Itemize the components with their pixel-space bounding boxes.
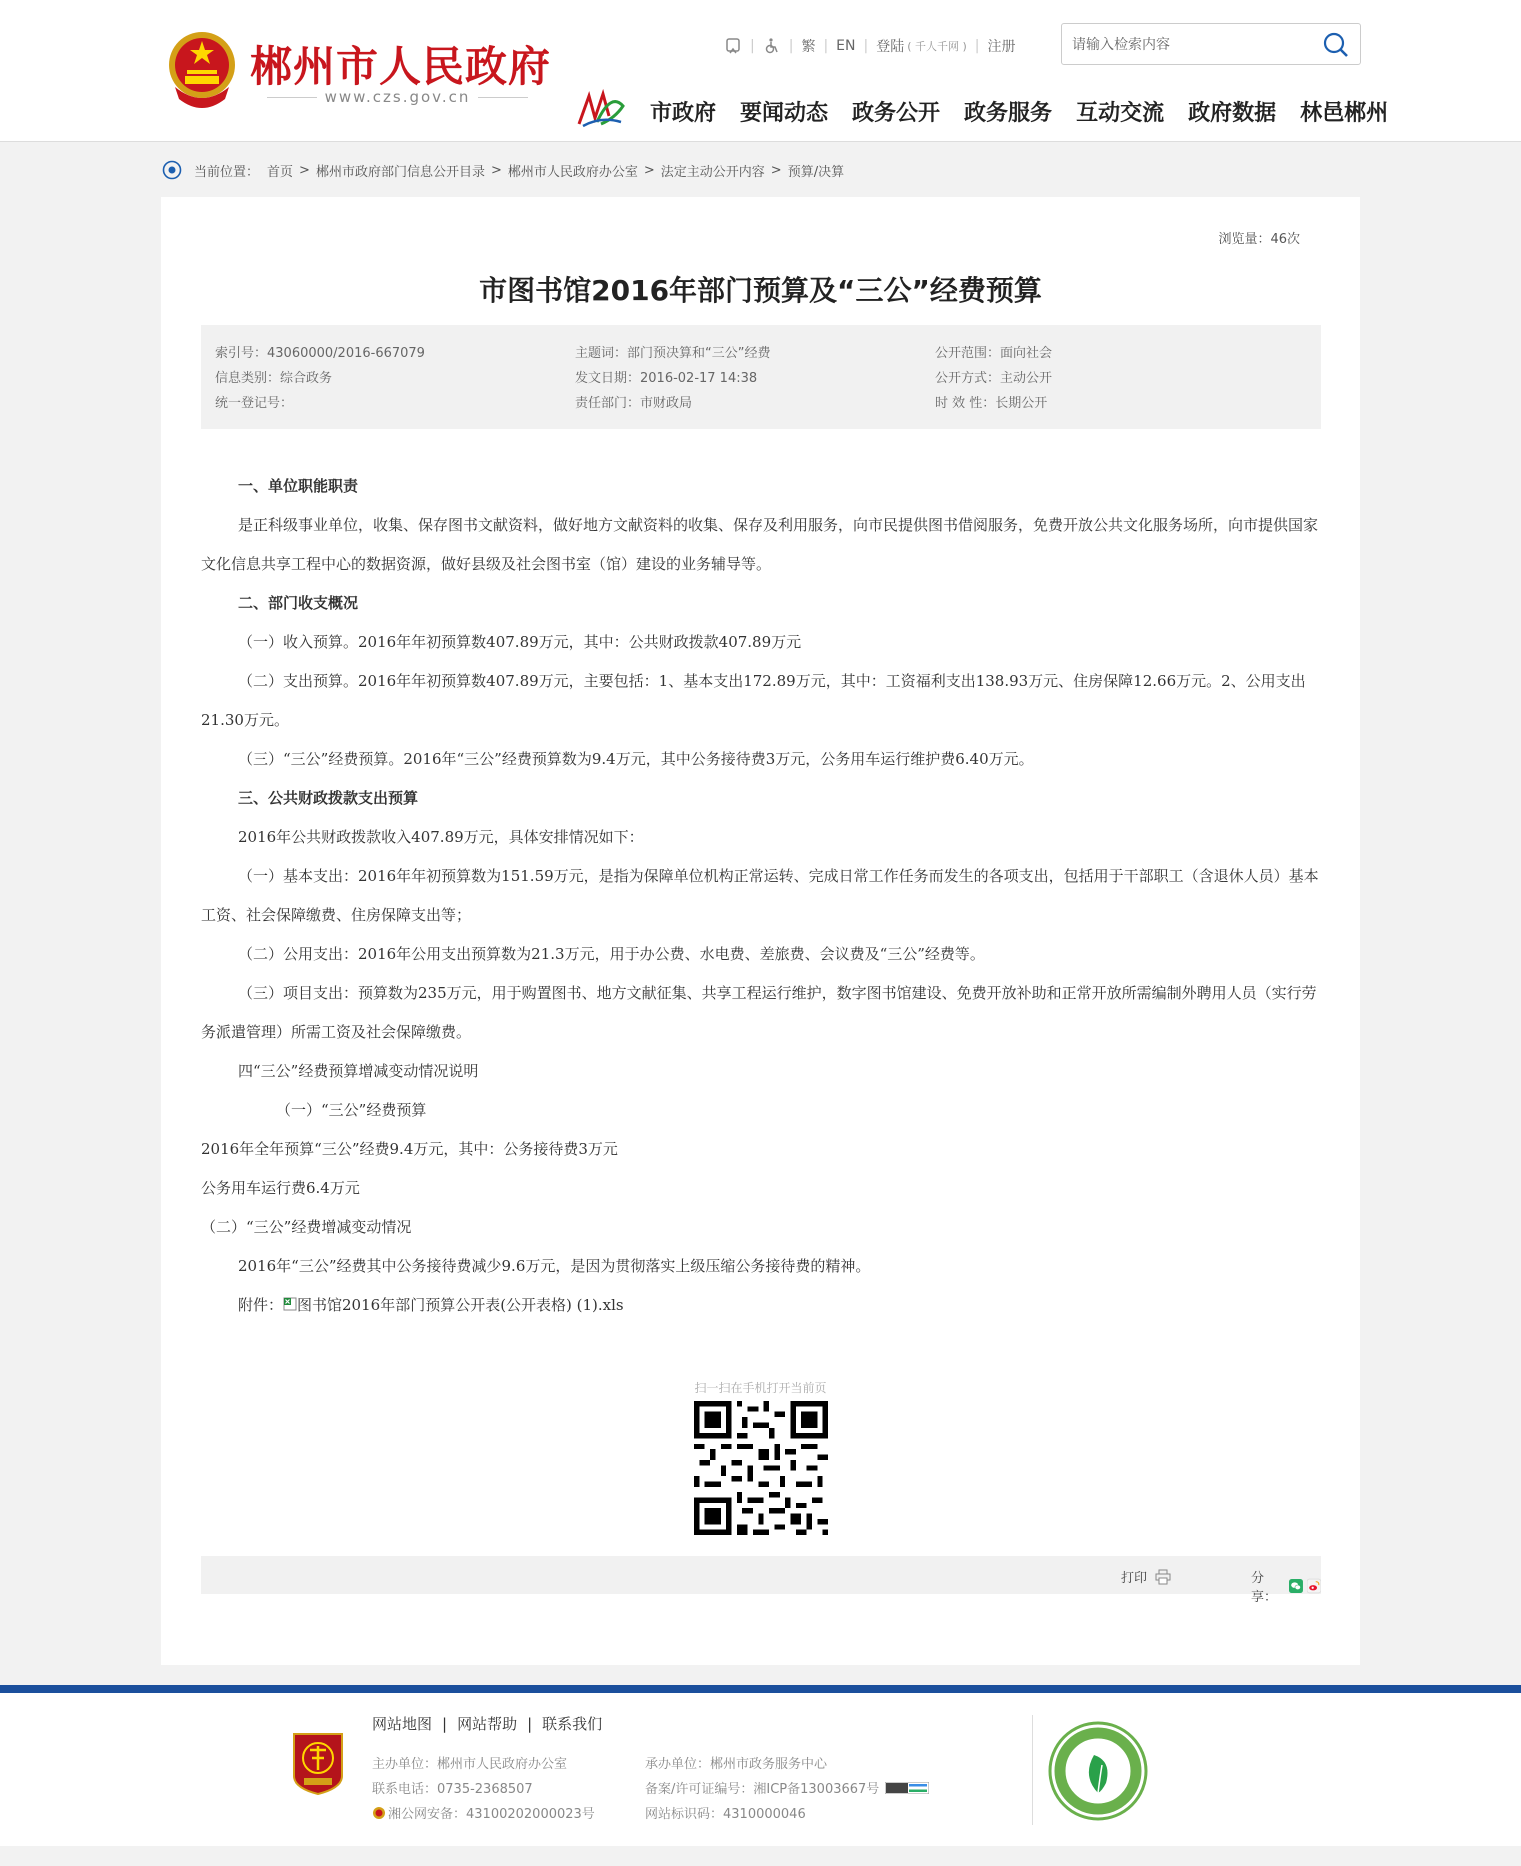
article-body — [201, 467, 1321, 1325]
paragraph: （一）收入预算。2016年年初预算数407.89万元，其中：公共财政拨款407.89万元 — [238, 633, 802, 651]
nav-item-news[interactable]: 要闻动态 — [740, 101, 829, 126]
breadcrumb-catalog[interactable]: 郴州市政府部门信息公开目录 — [315, 164, 485, 180]
meta-date: 发文日期：2016-02-17 14:38 — [575, 371, 758, 386]
qr-code — [694, 1401, 828, 1535]
footer-divider — [0, 1685, 1521, 1693]
footer-site-id: 网站标识码：4310000046 — [645, 1807, 806, 1822]
article-meta — [201, 325, 1321, 429]
view-count: 浏览量：46次 — [1218, 232, 1300, 247]
paragraph: （二）“三公”经费增减变动情况 — [201, 1218, 412, 1236]
site-url: www.czs.gov.cn — [250, 88, 545, 106]
footer-link-contact[interactable]: 联系我们 — [542, 1715, 603, 1733]
print-label: 打印 — [1121, 1571, 1148, 1586]
paragraph: （三）“三公”经费预算。2016年“三公”经费预算数为9.4万元，其中公务接待费3万元，公务用车运行维护费6.40万元。 — [238, 750, 1034, 768]
paragraph: 是正科级事业单位，收集、保存图书文献资料，做好地方文献资料的收集、保存及利用服务，向市民提供图书借阅服务，免费开放公共文化服务场所，向市提供国家文化信息共享工程中心的数据资源，做好县级及社会图书室（馆）建设的业务辅导等。 — [201, 516, 1319, 573]
nav-item-public-affairs[interactable]: 政务公开 — [852, 101, 941, 126]
nav-item-data[interactable]: 政府数据 — [1188, 101, 1277, 126]
paragraph: （一）“三公”经费预算 — [276, 1101, 427, 1119]
paragraph: （二）公用支出：2016年公用支出预算数为21.3万元，用于办公费、水电费、差旅费、会议费及“三公”经费等。 — [238, 945, 985, 963]
nav-item-linyi-chenzhou[interactable]: 林邑郴州 — [1300, 101, 1389, 126]
search-icon[interactable] — [1322, 31, 1350, 59]
party-government-badge-icon[interactable] — [290, 1730, 346, 1796]
footer-police-record — [372, 1803, 595, 1822]
meta-scope: 公开范围：面向社会 — [935, 346, 1053, 361]
footer-icp-text[interactable]: 备案/许可证编号：湘ICP备13003667号 — [645, 1782, 880, 1797]
nav-item-government[interactable]: 市政府 — [650, 101, 717, 126]
footer-sponsor: 主办单位：郴州市人民政府办公室 — [372, 1757, 568, 1772]
breadcrumb — [162, 160, 844, 180]
nav-item-interaction[interactable]: 互动交流 — [1076, 101, 1165, 126]
register-link[interactable]: 注册 — [987, 39, 1016, 55]
share-label: 分享： — [1251, 1571, 1278, 1605]
meta-category: 信息类别：综合政务 — [215, 371, 333, 386]
top-links: | | 繁 | EN | 登陆 ( 千人千网 ) | 注册 — [724, 36, 1016, 56]
footer-phone: 联系电话：0735-2368507 — [372, 1782, 533, 1797]
breadcrumb-label: 当前位置： — [194, 164, 260, 180]
footer-link-help[interactable]: 网站帮助 — [457, 1715, 518, 1733]
article-container — [161, 197, 1360, 1665]
meta-method: 公开方式：主动公开 — [935, 371, 1053, 386]
paragraph: 2016年“三公”经费其中公务接待费减少9.6万元，是因为贯彻落实上级压缩公务接待费的精神。 — [238, 1257, 871, 1275]
weibo-icon[interactable] — [1307, 1578, 1321, 1594]
civilization-badge-icon[interactable] — [1048, 1721, 1148, 1821]
site-footer — [0, 1693, 1521, 1846]
login-link[interactable]: 登陆 — [876, 39, 905, 55]
printer-icon — [1155, 1569, 1171, 1585]
breadcrumb-office[interactable]: 郴州市人民政府办公室 — [507, 164, 638, 180]
article-title: 市图书馆2016年部门预算及“三公”经费预算 — [479, 274, 1042, 307]
breadcrumb-statutory[interactable]: 法定主动公开内容 — [660, 164, 765, 180]
meta-index-no: 索引号：43060000/2016-667079 — [215, 346, 425, 361]
main-nav — [650, 96, 1388, 127]
nav-item-services[interactable]: 政务服务 — [964, 101, 1053, 126]
attachment-label: 附件： — [238, 1296, 284, 1314]
wechat-icon[interactable] — [1289, 1578, 1303, 1594]
cnzz-stat-icon[interactable] — [885, 1782, 929, 1794]
footer-links: 网站地图 | 网站帮助 | 联系我们 — [372, 1715, 603, 1733]
attachment — [201, 1286, 1321, 1325]
excel-file-icon — [283, 1297, 297, 1311]
footer-police-text[interactable]: 湘公网安备：43100202000023号 — [388, 1807, 595, 1822]
section-heading: 二、部门收支概况 — [238, 594, 359, 612]
qr-label: 扫一扫在手机打开当前页 — [694, 1381, 827, 1395]
meta-reg-no: 统一登记号： — [215, 396, 294, 411]
share-bar — [201, 1556, 1321, 1605]
login-note: ( 千人千网 ) — [907, 40, 967, 53]
meta-subject: 主题词：部门预决算和“三公”经费 — [575, 346, 771, 361]
search-box — [1061, 23, 1361, 65]
meta-dept: 责任部门：市财政局 — [575, 396, 693, 411]
site-header — [0, 0, 1521, 142]
paragraph: 公务用车运行费6.4万元 — [201, 1179, 360, 1197]
english-link[interactable]: EN — [836, 38, 856, 54]
accessibility-icon[interactable] — [724, 37, 742, 55]
breadcrumb-home[interactable]: 首页 — [267, 164, 294, 180]
site-title[interactable]: 郴州市人民政府 — [250, 42, 552, 91]
breadcrumb-separator: > — [490, 162, 502, 178]
city-logo-icon — [575, 88, 627, 130]
breadcrumb-separator: > — [643, 162, 655, 178]
footer-icp-record — [645, 1778, 929, 1797]
breadcrumb-separator: > — [299, 162, 310, 178]
section-heading: 三、公共财政拨款支出预算 — [238, 789, 419, 807]
share-group — [1251, 1567, 1321, 1605]
footer-link-sitemap[interactable]: 网站地图 — [372, 1715, 433, 1733]
paragraph: 2016年全年预算“三公”经费9.4万元，其中：公务接待费3万元 — [201, 1140, 618, 1158]
breadcrumb-separator: > — [770, 162, 782, 178]
print-button[interactable] — [1121, 1567, 1171, 1586]
paragraph: 2016年公共财政拨款收入407.89万元，具体安排情况如下： — [238, 828, 644, 846]
paragraph: （三）项目支出：预算数为235万元，用于购置图书、地方文献征集、共享工程运行维护，数字图书馆建设、免费开放补助和正常开放所需编制外聘用人员（实行劳务派遣管理）所需工资及社会保障缴费。 — [201, 984, 1317, 1041]
paragraph: （一）基本支出：2016年年初预算数为151.59万元，是指为保障单位机构正常运转、完成日常工作任务而发生的各项支出，包括用于干部职工（含退休人员）基本工资、社会保障缴费、住房保障支出等； — [201, 867, 1319, 924]
location-pin-icon — [162, 160, 182, 180]
police-badge-icon — [372, 1806, 386, 1820]
national-emblem-icon[interactable] — [163, 27, 241, 113]
traditional-chinese-link[interactable]: 繁 — [801, 39, 816, 55]
attachment-link[interactable]: 图书馆2016年部门预算公开表(公开表格) (1).xls — [297, 1296, 624, 1314]
wheelchair-icon[interactable] — [763, 37, 781, 55]
search-input[interactable] — [1072, 34, 1302, 56]
footer-organizer: 承办单位：郴州市政务服务中心 — [645, 1757, 828, 1772]
footer-vertical-divider — [1032, 1715, 1034, 1825]
breadcrumb-budget[interactable]: 预算/决算 — [787, 164, 845, 180]
section-heading: 一、单位职能职责 — [238, 477, 359, 495]
section-heading: 四“三公”经费预算增减变动情况说明 — [238, 1062, 479, 1080]
meta-validity: 时 效 性：长期公开 — [935, 396, 1048, 411]
paragraph: （二）支出预算。2016年年初预算数407.89万元，主要包括：1、基本支出172.89万元，其中：工资福利支出138.93万元、住房保障12.66万元。2、公用支出21.30万元。 — [201, 672, 1306, 729]
